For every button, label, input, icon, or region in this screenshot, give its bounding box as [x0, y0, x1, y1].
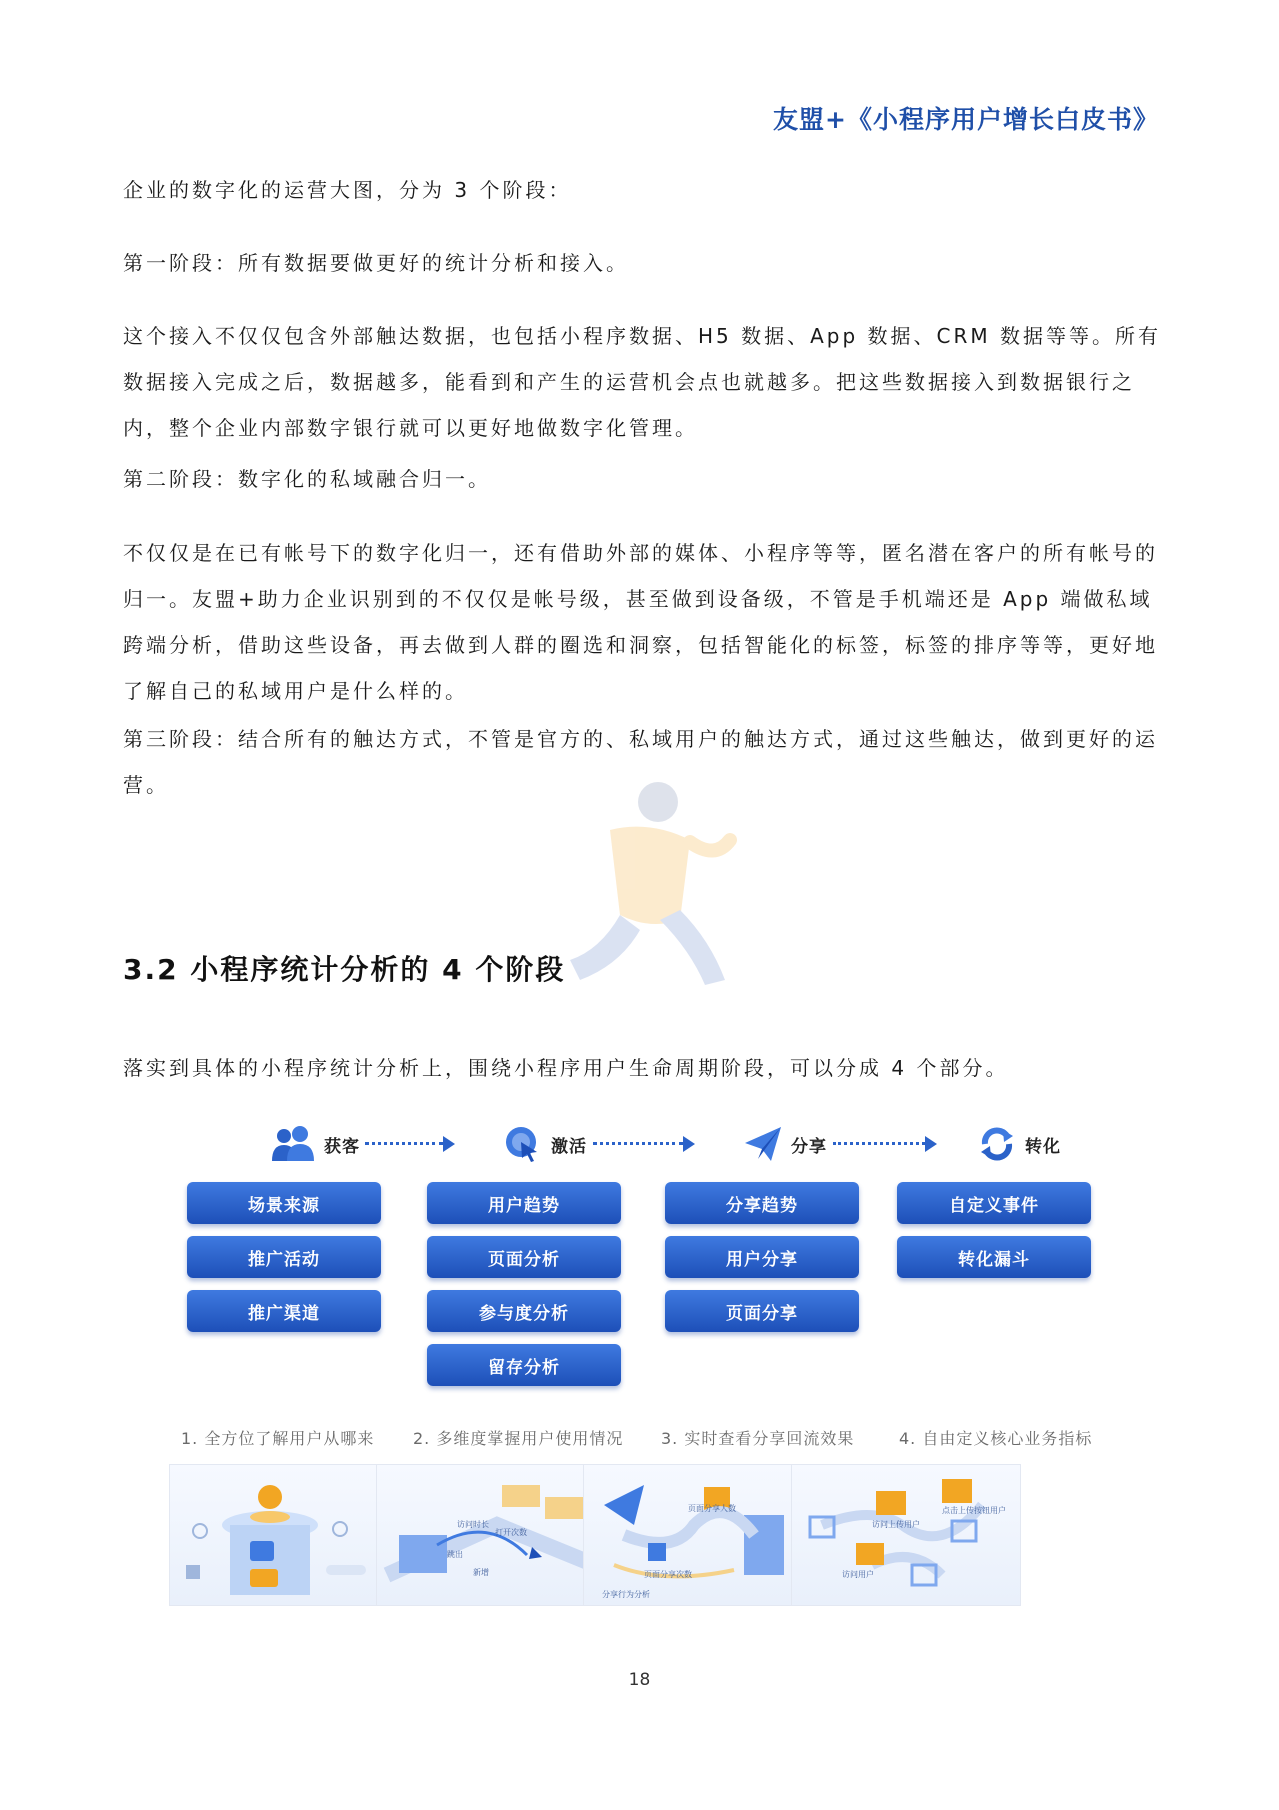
metric-retention-analysis: 留存分析: [427, 1344, 621, 1386]
panel4-label-visitors: 访问用户: [842, 1570, 874, 1579]
panel2-label-bounce: 跳出: [447, 1550, 463, 1559]
stage-activate-header: [503, 1120, 587, 1168]
metric-promo-activity: 推广活动: [187, 1236, 381, 1278]
flow-arrow-1: [365, 1142, 443, 1153]
panel2-label-opens: 打开次数: [495, 1528, 527, 1537]
paragraph-overview: 企业的数字化的运营大图，分为 3 个阶段：: [123, 178, 572, 202]
stage-label-convert: 转化: [1025, 1136, 1061, 1157]
stage-label-activate: 激活: [551, 1136, 587, 1157]
lifecycle-figure: [165, 1120, 1125, 1620]
caption-stage-4: 4. 自由定义核心业务指标: [899, 1429, 1093, 1448]
illustration-panel-convert: [791, 1464, 1021, 1606]
caption-stage-1: 1. 全方位了解用户从哪来: [181, 1429, 375, 1448]
metric-page-share: 页面分享: [665, 1290, 859, 1332]
panel4-label-upload-click: 点击上传按钮用户: [942, 1506, 1006, 1515]
cursor-click-icon: [503, 1124, 543, 1164]
panel2-label-new: 新增: [473, 1568, 489, 1577]
metric-user-share: 用户分享: [665, 1236, 859, 1278]
metric-page-analysis: 页面分析: [427, 1236, 621, 1278]
flow-arrow-3: [833, 1142, 925, 1153]
caption-stage-3: 3. 实时查看分享回流效果: [661, 1429, 855, 1448]
metric-conversion-funnel: 转化漏斗: [897, 1236, 1091, 1278]
panel2-label-duration: 访问时长: [457, 1520, 489, 1529]
page-number: 18: [628, 1670, 651, 1690]
panel3-label-share-count: 页面分享次数: [644, 1570, 692, 1579]
running-figure-watermark: [540, 780, 740, 1000]
metric-engagement-analysis: 参与度分析: [427, 1290, 621, 1332]
illustration-panel-acquire: [169, 1464, 399, 1606]
refresh-cycle-icon: [977, 1124, 1017, 1164]
document-header-title: 友盟+《小程序用户增长白皮书》: [773, 105, 1159, 134]
metric-share-trend: 分享趋势: [665, 1182, 859, 1224]
flow-arrow-2: [593, 1142, 683, 1153]
section-heading: 3.2 小程序统计分析的 4 个阶段: [123, 953, 566, 986]
stage-acquire-header: [270, 1120, 360, 1168]
paragraph-stage2-body: 不仅仅是在已有帐号下的数字化归一，还有借助外部的媒体、小程序等等，匿名潜在客户的所有帐号的归一。友盟+助力企业识别到的不仅仅是帐号级，甚至做到设备级，不管是手机端还是 App 端做私域跨端分析，借助这些设备，再去做到人群的圈选和洞察，包括智能化的标签，标签的排序等等，更好地了解自己的私域用户是什么样的。: [123, 541, 1158, 703]
section-intro: 落实到具体的小程序统计分析上，围绕小程序用户生命周期阶段，可以分成 4 个部分。: [123, 1056, 1009, 1080]
flow-arrow-tip-1: [443, 1136, 455, 1152]
paragraph-stage3: 第三阶段：结合所有的触达方式，不管是官方的、私域用户的触达方式，通过这些触达，做到更好的运营。: [123, 727, 1158, 797]
flow-arrow-tip-3: [925, 1136, 937, 1152]
stage-share-header: [743, 1120, 827, 1168]
panel3-label-share-users: 页面分享人数: [688, 1504, 736, 1513]
flow-arrow-tip-2: [683, 1136, 695, 1152]
illustration-panel-share: [583, 1464, 813, 1606]
paragraph-stage1-body: 这个接入不仅仅包含外部触达数据，也包括小程序数据、H5 数据、App 数据、CRM 数据等等。所有数据接入完成之后，数据越多，能看到和产生的运营机会点也就越多。把这些数据接入到数据银行之内，整个企业内部数字银行就可以更好地做数字化管理。: [123, 324, 1162, 440]
metric-custom-event: 自定义事件: [897, 1182, 1091, 1224]
stage-label-share: 分享: [791, 1136, 827, 1157]
metric-user-trend: 用户趋势: [427, 1182, 621, 1224]
users-icon: [270, 1125, 316, 1163]
paragraph-stage1-title: 第一阶段：所有数据要做更好的统计分析和接入。: [123, 251, 629, 275]
paragraph-stage2-title: 第二阶段：数字化的私域融合归一。: [123, 467, 491, 491]
paper-plane-icon: [743, 1125, 783, 1163]
metric-promo-channel: 推广渠道: [187, 1290, 381, 1332]
panel4-label-upload-visit: 访问上传用户: [872, 1520, 920, 1529]
stage-label-acquire: 获客: [324, 1136, 360, 1157]
caption-stage-2: 2. 多维度掌握用户使用情况: [413, 1429, 624, 1448]
panel3-label-share-behavior: 分享行为分析: [602, 1590, 650, 1599]
metric-scene-source: 场景来源: [187, 1182, 381, 1224]
stage-convert-header: [977, 1120, 1061, 1168]
illustration-panel-activate: [376, 1464, 606, 1606]
